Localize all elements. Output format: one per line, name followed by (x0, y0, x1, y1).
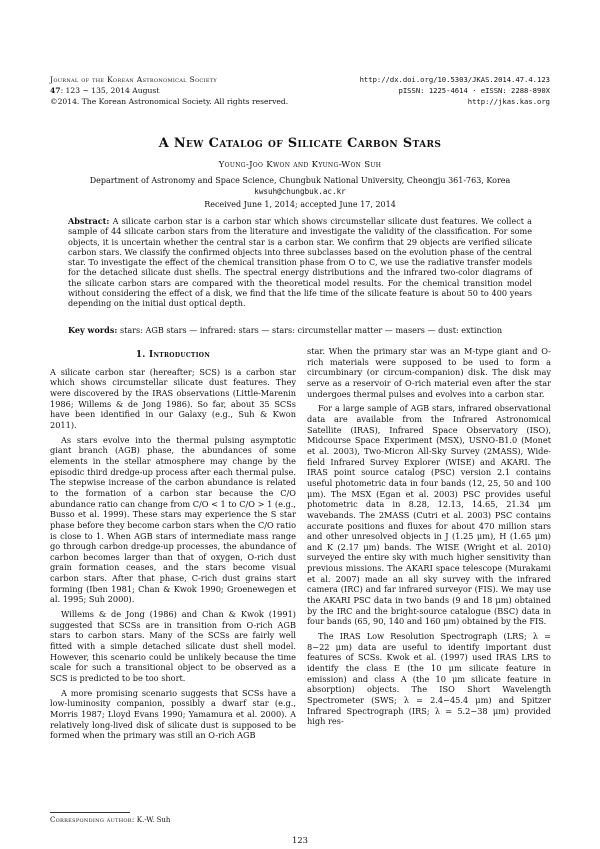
body-paragraph: For a large sample of AGB stars, infrared observational data are available from the Infrared Astronomical Satellite (IRAS), Infrared Space Observatory (ISO), Midcourse Space Experiment (MSX), USNO-B1.0 (Monet et al. 2003), Two-Micron All-Sky Survey (2MASS), Wide-field Infrared Survey Explorer (WISE) and AKARI. The IRAS point source catalog (PSC) version 2.1 contains useful photometric data in four bands (12, 25, 50 and 100 μm). The MSX (Egan et al. 2003) PSC provides useful photometric data in 8.28, 12.13, 14.65, 21.34 μm wavebands. The 2MASS (Cutri et al. 2003) PSC contains accurate positions and fluxes for about 470 million stars and other unresolved objects in J (1.25 μm), H (1.65 μm) and K (2.17 μm) bands. The WISE (Wright et al. 2010) surveyed the entire sky with much higher sensitivity than previous missions. The AKARI space telescope (Murakami et al. 2007) made an all sky survey with the infrared camera (IRC) and far infrared surveyor (FIS). We may use the AKARI PSC data in two bands (9 and 18 μm) obtained by the IRC and the bright-source catalogue (BSC) data in four bands (65, 90, 140 and 160 μm) obtained by the FIS. (307, 403, 551, 627)
volume-line (50, 85, 288, 96)
keywords-text: stars: AGB stars — infrared: stars — stars: circumstellar matter — masers — dust: extinction (119, 325, 503, 335)
footnote (50, 816, 170, 824)
footnote-text: K.-W. Suh (136, 816, 171, 824)
page-number: 123 (292, 835, 308, 845)
running-header (50, 74, 550, 114)
body-paragraph: The IRAS Low Resolution Spectrograph (LRS; λ = 8−22 μm) data are useful to identify important dust features of SCSs. Kwok et al. (1997) used IRAS LRS to identify the class E (the 10 μm silicate feature in emission) and class A (the 10 μm silicate feature in absorption) objects. The ISO Short Wavelength Spectrometer (SWS; λ = 2.4−45.4 μm) and Spitzer Infrared Spectrograph (IRS; λ = 5.2−38 μm) provided high res- (307, 631, 551, 727)
received-accepted-dates: Received June 1, 2014; accepted June 17, 2014 (204, 200, 396, 209)
doi-link[interactable]: http://dx.doi.org/10.5303/JKAS.2014.47.4.123 (359, 75, 550, 84)
keywords (68, 325, 532, 335)
abstract (68, 216, 532, 308)
section-heading-introduction: 1. Introduction (135, 350, 211, 360)
abstract-text: A silicate carbon star is a carbon star which shows circumstellar silicate dust features. We collect a sample of 44 silicate carbon stars from the literature and investigate the validity of the classification. For some objects, it is uncertain whether the central star is a carbon star. We confirm that 29 objects are verified silicate carbon stars. We classify the confirmed objects into three subclasses based on the evolution phase of the central star. To investigate the effect of the chemical transition phase from O to C, we use the radiative transfer models for the detached silicate dust shells. The spectral energy distributions and the infrared two-color diagrams of the silicate carbon stars are compared with the theoretical model results. For the chemical transition model without considering the effect of a disk, we find that the life time of the silicate feature is about 50 to 400 years depending on the initial dust optical depth. (68, 216, 532, 308)
abstract-label: Abstract: (68, 216, 110, 226)
issn-line: pISSN: 1225-4614 · eISSN: 2288-890X (398, 86, 550, 96)
journal-identifiers (360, 74, 550, 114)
right-column (307, 346, 551, 727)
body-paragraph: A more promising scenario suggests that SCSs have a low-luminosity companion, possibly a dwarf star (e.g., Morris 1987; Lloyd Evans 1990; Yamamura et al. 2000). A relatively long-lived disk of silicate dust is supposed to be formed when the primary was still an O-rich AGB (50, 687, 296, 741)
volume-number: 47 (50, 86, 61, 96)
author-list: Young-Joo Kwon and Kyung-Won Suh (218, 160, 382, 170)
footnote-label: Corresponding author: (50, 816, 135, 824)
contact-email[interactable]: kwsuh@chungbuk.ac.kr (254, 187, 346, 196)
footnote-rule (50, 812, 130, 813)
journal-site-link[interactable]: http://jkas.kas.org (467, 97, 550, 107)
affiliation-block (40, 175, 560, 197)
page-range: : 123 ∼ 135, 2014 August (60, 86, 160, 96)
body-paragraph: As stars evolve into the thermal pulsing asymptotic giant branch (AGB) phase, the abundances of some elements in the stellar atmosphere may change by the episodic third dredge-up process after each thermal pulse. The stepwise increase of the carbon abundance is related to the formation of a carbon star because the C/O abundance ratio can change from C/O < 1 to C/O > 1 (e.g., Busso et al. 1999). These stars may experience the S star phase before they become carbon stars when the C/O ratio is close to 1. When AGB stars of intermediate mass range go through carbon dredge-up processes, the abundance of carbon becomes larger than that of oxygen, O-rich dust grain formation ceases, and the stars become visual carbon stars. After that phase, C-rich dust grains start forming (Iben 1981; Chan & Kwok 1990; Groenewegen et al. 1995; Suh 2000). (50, 434, 296, 605)
journal-name: Journal of the Korean Astronomical Society (50, 75, 218, 84)
body-paragraph: A silicate carbon star (hereafter; SCS) is a carbon star which shows circumstellar silicate dust features. They were discovered by the IRAS observations (Little-Marenin 1986; Willems & de Jong 1986). So far, about 35 SCSs have been identified in our Galaxy (e.g., Suh & Kwon 2011). (50, 366, 296, 430)
keywords-label: Key words: (68, 325, 118, 335)
journal-info (50, 74, 288, 114)
body-paragraph: Willems & de Jong (1986) and Chan & Kwok (1991) suggested that SCSs are in transition from O-rich AGB stars to carbon stars. Many of the SCSs are fairly well fitted with a simple detached silicate dust shell model. However, this scenario could be unlikely because the time scale for such a transitional object to be observed as a SCS is predicted to be too short. (50, 609, 296, 684)
copyright-line: ©2014. The Korean Astronomical Society. All rights reserved. (50, 97, 289, 107)
paper-title: A New Catalog of Silicate Carbon Stars (158, 136, 442, 151)
left-column (50, 350, 296, 741)
affiliation: Department of Astronomy and Space Science, Chungbuk National University, Cheongju 361-763, Korea (89, 176, 511, 185)
body-paragraph: star. When the primary star was an M-type giant and O-rich materials were supposed to be used to form a circumbinary (or circum-companion) disk. The disk may serve as a reservoir of O-rich material even after the star undergoes thermal pulses and evolves into a carbon star. (307, 346, 551, 399)
